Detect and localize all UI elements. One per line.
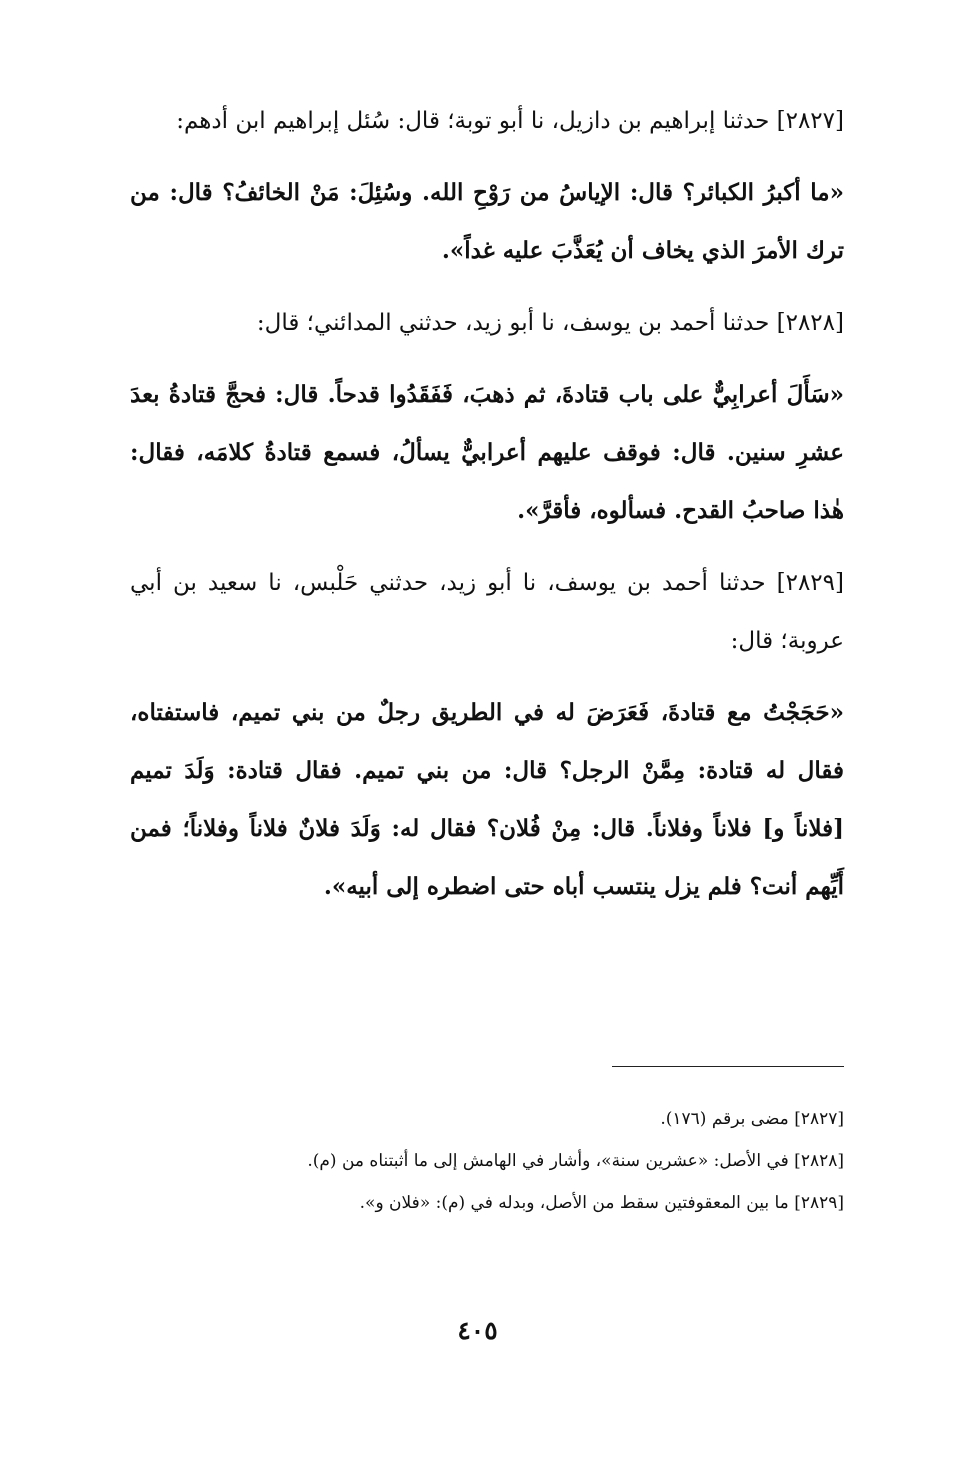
isnad-2827: [٢٨٢٧] حدثنا إبراهيم بن دازيل، نا أبو توبة؛ قال: سُئل إبراهيم ابن أدهم:: [176, 108, 844, 134]
page-number: ٤٠٥: [457, 1316, 498, 1345]
matn-2827: «ما أكبرُ الكبائر؟ قال: الإياسُ من رَوْحِ الله. وسُئِلَ: مَنْ الخائفُ؟ قال: من ترك الأمرَ الذي يخاف أن يُعَذَّبَ عليه غداً».: [130, 179, 844, 264]
main-text: [130, 92, 844, 930]
footnote-2829: [٢٨٢٩] ما بين المعقوفتين سقط من الأصل، وبدله في (م): «فلان و».: [359, 1193, 844, 1213]
isnad-2828: [٢٨٢٨] حدثنا أحمد بن يوسف، نا أبو زيد، حدثني المدائني؛ قال:: [256, 310, 844, 336]
matn-2828: «سَأَلَ أعرابِيٌّ على باب قتادةَ، ثم ذهبَ، فَفَقَدُوا قدحاً. قال: فحجَّ قتادةُ بعدَ عشرِ سنين. قال: فوقف عليهم أعرابيٌّ يسألُ، فسمع قتادةُ كلامَه، فقال: هٰذا صاحبُ القدح. فسألوه، فأقرَّ».: [130, 381, 844, 524]
footnote-2827: [٢٨٢٧] مضى برقم (١٧٦).: [660, 1109, 844, 1129]
footnote-divider: [612, 1066, 844, 1067]
matn-2829: «حَجَجْتُ مع قتادةَ، فَعَرَضَ له في الطريق رجلٌ من بني تميم، فاستفتاه، فقال له قتادة: مِمَّنْ الرجل؟ قال: من بني تميم. فقال قتادة: وَلَدَ تميم [فلاناً و] فلاناً وفلاناً. قال: مِنْ فُلان؟ فقال له: وَلَدَ فلانٌ فلاناً وفلاناً؛ فمن أَيِّهم أنت؟ فلم يزل ينتسب أباه حتى اضطره إلى أبيه».: [130, 699, 844, 900]
isnad-2829: [٢٨٢٩] حدثنا أحمد بن يوسف، نا أبو زيد، حدثني حَلْبس، نا سعيد بن أبي عروبة؛ قال:: [130, 570, 844, 654]
footnote-2828: [٢٨٢٨] في الأصل: «عشرين سنة»، وأشار في الهامش إلى ما أثبتناه من (م).: [307, 1151, 844, 1171]
